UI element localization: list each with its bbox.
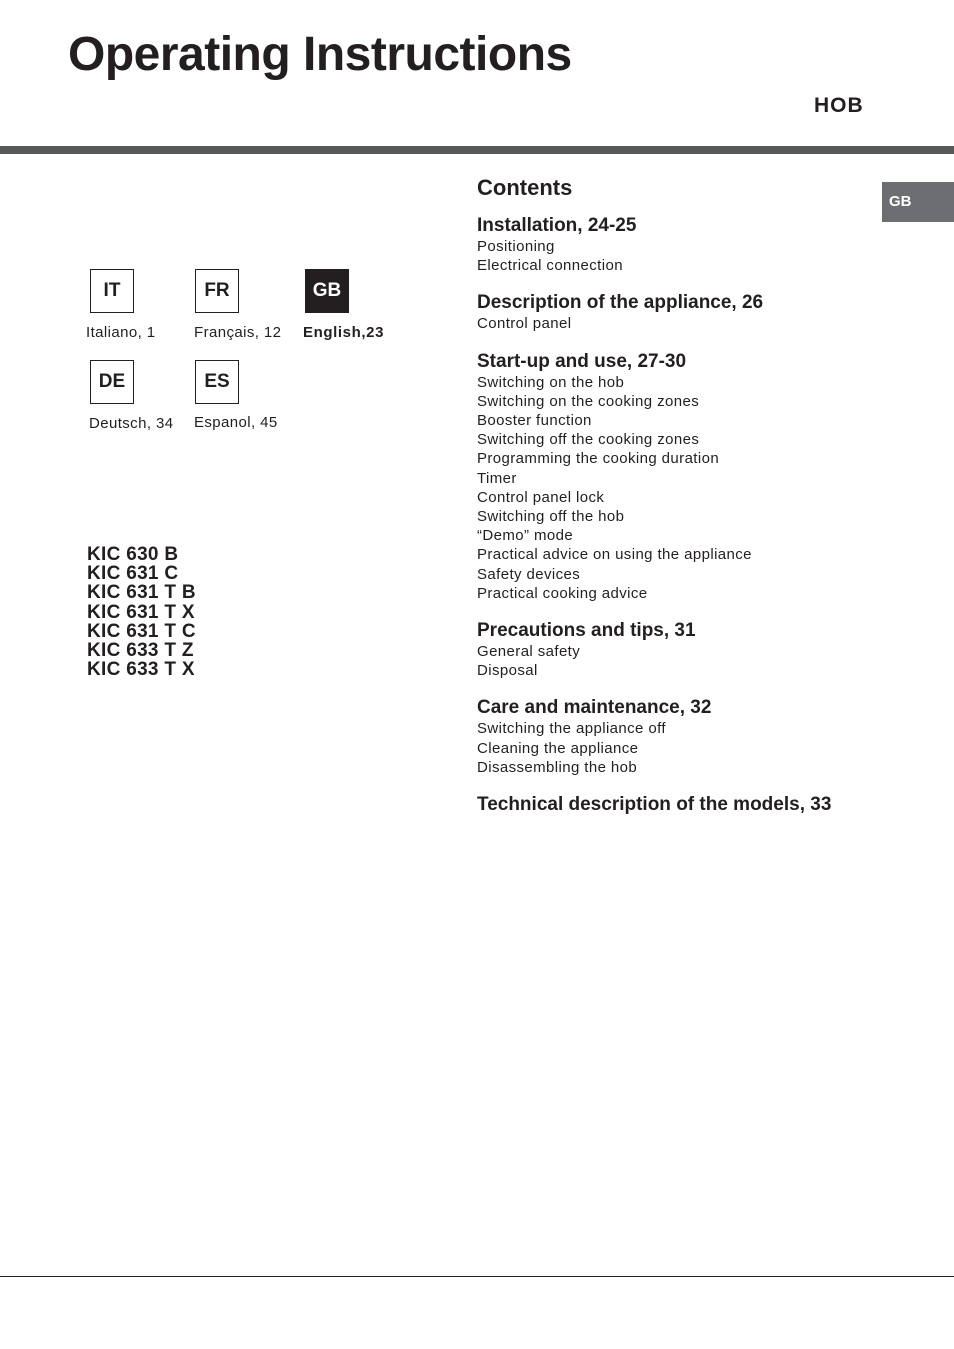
language-code-box: GB	[305, 269, 349, 313]
section-title[interactable]: Installation, 24-25	[477, 215, 637, 236]
language-french[interactable]	[194, 269, 282, 341]
header-divider	[0, 146, 954, 154]
contents-item[interactable]: Control panel lock	[477, 488, 605, 506]
language-code-box: ES	[195, 360, 239, 404]
contents-item[interactable]: Switching on the cooking zones	[477, 392, 700, 410]
contents-item[interactable]: Timer	[477, 469, 517, 487]
section-items	[477, 719, 917, 777]
product-type: HOB	[814, 94, 864, 117]
contents-section-startup	[477, 351, 917, 603]
contents-section-technical	[477, 794, 917, 816]
contents-item[interactable]: Programming the cooking duration	[477, 450, 720, 468]
language-caption: Français, 12	[194, 324, 282, 341]
contents-item[interactable]: Switching on the hob	[477, 373, 625, 391]
contents-item[interactable]: Practical advice on using the appliance	[477, 546, 752, 564]
table-of-contents	[477, 174, 917, 816]
contents-item[interactable]: General safety	[477, 643, 581, 661]
language-caption: Deutsch, 34	[89, 415, 174, 432]
section-title[interactable]: Technical description of the models, 33	[477, 794, 832, 816]
contents-item[interactable]: Disassembling the hob	[477, 758, 638, 776]
language-german[interactable]	[89, 360, 174, 432]
model-name: KIC 631 T X	[87, 601, 195, 623]
language-code-box: DE	[90, 360, 134, 404]
contents-item[interactable]: Disposal	[477, 662, 538, 680]
section-items	[477, 642, 917, 680]
language-tab: GB	[882, 182, 954, 222]
language-caption: English,23	[303, 324, 385, 341]
section-title[interactable]: Precautions and tips, 31	[477, 620, 696, 642]
model-name: KIC 633 T Z	[87, 640, 194, 662]
section-items	[477, 237, 917, 275]
contents-item[interactable]: Switching off the hob	[477, 508, 625, 526]
contents-item[interactable]: Booster function	[477, 412, 592, 430]
contents-item[interactable]: Electrical connection	[477, 257, 623, 275]
model-name: KIC 633 T X	[87, 659, 195, 681]
section-items	[477, 373, 917, 603]
page-title: Operating Instructions	[68, 28, 572, 81]
contents-item[interactable]: Safety devices	[477, 565, 581, 583]
section-title[interactable]: Care and maintenance, 32	[477, 697, 712, 719]
section-title[interactable]: Description of the appliance, 26	[477, 292, 764, 314]
contents-heading: Contents	[477, 175, 573, 200]
language-caption: Italiano, 1	[86, 324, 156, 341]
contents-section-care	[477, 697, 917, 777]
model-name: KIC 631 T C	[87, 620, 196, 642]
section-title[interactable]: Start-up and use, 27-30	[477, 350, 687, 372]
model-name: KIC 630 B	[87, 544, 179, 565]
contents-section-description	[477, 292, 917, 333]
footer-divider	[0, 1276, 954, 1277]
contents-item[interactable]: “Demo” mode	[477, 527, 574, 545]
contents-item[interactable]: Cleaning the appliance	[477, 739, 639, 757]
model-name: KIC 631 T B	[87, 582, 196, 604]
model-name: KIC 631 C	[87, 563, 179, 585]
contents-item[interactable]: Switching off the cooking zones	[477, 431, 700, 449]
language-italian[interactable]	[86, 269, 156, 341]
contents-item[interactable]: Positioning	[477, 238, 555, 255]
section-items	[477, 314, 917, 333]
contents-section-precautions	[477, 620, 917, 680]
contents-item[interactable]: Practical cooking advice	[477, 584, 648, 602]
contents-item[interactable]: Switching the appliance off	[477, 720, 666, 738]
language-code-box: FR	[195, 269, 239, 313]
model-list	[87, 545, 196, 679]
language-caption: Espanol, 45	[194, 414, 278, 431]
language-english[interactable]	[303, 269, 385, 341]
language-code-box: IT	[90, 269, 134, 313]
language-spanish[interactable]	[194, 360, 278, 431]
contents-section-installation	[477, 215, 917, 275]
contents-item[interactable]: Control panel	[477, 315, 572, 333]
